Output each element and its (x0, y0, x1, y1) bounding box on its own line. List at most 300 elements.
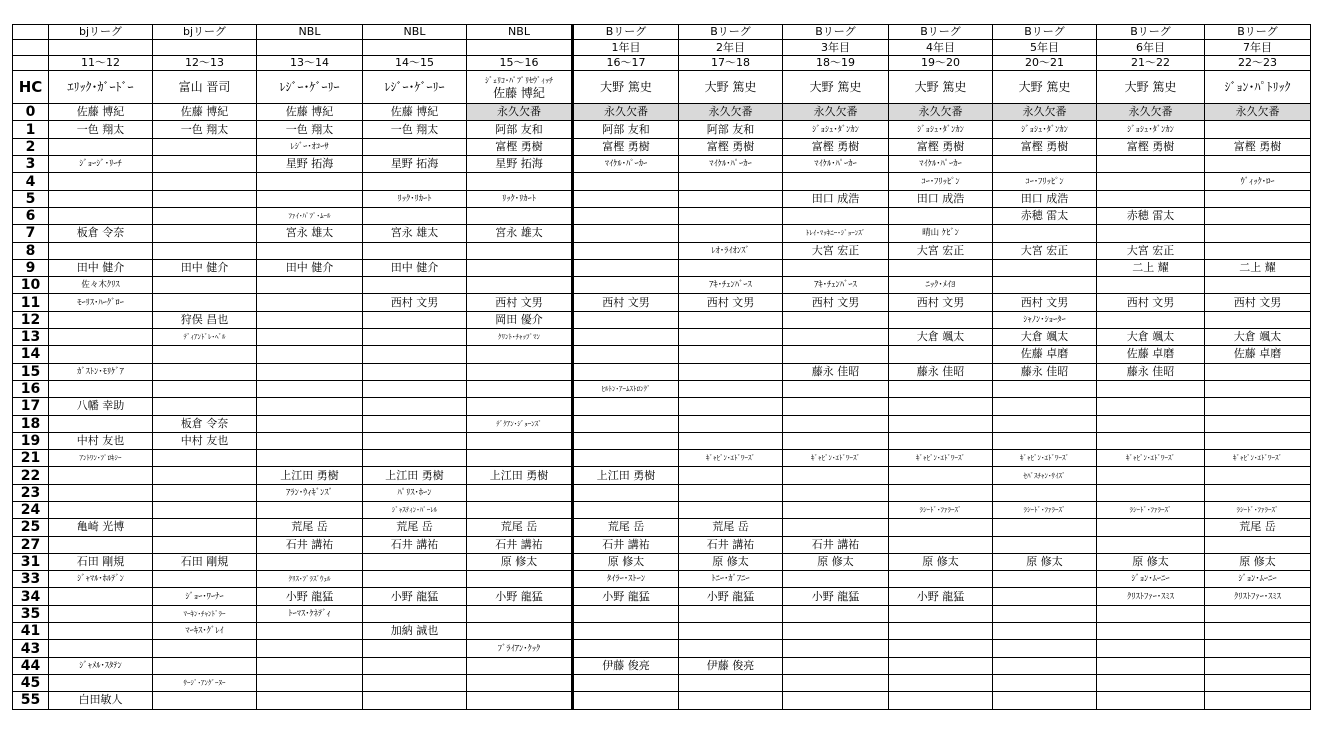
player-cell (1097, 173, 1205, 190)
player-cell: 田口 成浩 (889, 190, 993, 207)
player-cell: 小野 龍猛 (783, 588, 889, 605)
player-cell: ﾃﾞｸｱﾝ･ｼﾞｮｰﾝｽﾞ (467, 415, 573, 432)
player-cell (889, 415, 993, 432)
player-cell (363, 450, 467, 467)
player-cell: ｷﾞｬﾋﾞﾝ･ｴﾄﾞﾜｰｽﾞ (783, 450, 889, 467)
head-coach-cell: 大野 篤史 (679, 71, 783, 104)
season-year-cell: 5年目 (993, 40, 1097, 55)
player-cell (573, 623, 679, 640)
player-cell (257, 432, 363, 449)
player-cell: 亀崎 光博 (49, 519, 153, 536)
player-cell (573, 398, 679, 415)
jersey-number: 17 (13, 398, 49, 415)
player-cell (363, 553, 467, 570)
player-cell: 富樫 勇樹 (889, 138, 993, 155)
player-cell: ｷﾞｬﾋﾞﾝ･ｴﾄﾞﾜｰｽﾞ (1097, 450, 1205, 467)
jersey-number: 15 (13, 363, 49, 380)
player-cell (1205, 657, 1311, 674)
league-header-cell: Bリーグ (1205, 25, 1311, 40)
jersey-row (13, 242, 1311, 259)
season-year-cell: 6年目 (1097, 40, 1205, 55)
player-cell (993, 605, 1097, 622)
player-cell: ﾋﾙﾄﾝ･ｱｰﾑｽﾄﾛﾝｸﾞ (573, 380, 679, 397)
jersey-number: 55 (13, 692, 49, 709)
player-cell (1205, 277, 1311, 294)
season-year-cell: 4年目 (889, 40, 993, 55)
player-cell (1097, 519, 1205, 536)
corner-cell (13, 55, 49, 70)
jersey-number: 5 (13, 190, 49, 207)
player-cell (679, 225, 783, 242)
league-header-cell: Bリーグ (573, 25, 679, 40)
player-cell: ﾌｧｲ･ﾊﾟﾌﾟ･ﾑｰﾙ (257, 207, 363, 224)
player-cell (257, 398, 363, 415)
jersey-number: 14 (13, 346, 49, 363)
player-cell: 加納 誠也 (363, 623, 467, 640)
player-cell: 阿部 友和 (679, 121, 783, 138)
player-cell (467, 692, 573, 709)
player-cell: 西村 文男 (363, 294, 467, 311)
season-year-cell (363, 40, 467, 55)
jersey-number: 7 (13, 225, 49, 242)
player-cell: 原 修太 (1205, 553, 1311, 570)
player-cell (679, 311, 783, 328)
player-cell (363, 571, 467, 588)
retired-number-cell: 永久欠番 (467, 104, 573, 121)
player-cell (889, 380, 993, 397)
player-cell (363, 242, 467, 259)
player-cell: ﾗｼｰﾄﾞ･ﾌｧﾗｰｽﾞ (1205, 502, 1311, 519)
player-cell (49, 623, 153, 640)
player-cell: 石井 講祐 (573, 536, 679, 553)
head-coach-cell: 大野 篤史 (889, 71, 993, 104)
player-cell: ｼｬﾉﾝ･ｼｮｰﾀｰ (993, 311, 1097, 328)
head-coach-cell: ｴﾘｯｸ･ｶﾞｰﾄﾞｰ (49, 71, 153, 104)
player-cell: ｼﾞｮﾝ･ﾑｰﾆｰ (1097, 571, 1205, 588)
player-cell (257, 450, 363, 467)
season-year-cell: 1年目 (573, 40, 679, 55)
player-cell (1205, 398, 1311, 415)
player-cell: 石田 剛規 (49, 553, 153, 570)
season-cell: 17～18 (679, 55, 783, 70)
player-cell (49, 207, 153, 224)
player-cell (679, 380, 783, 397)
player-cell: 西村 文男 (1097, 294, 1205, 311)
player-cell (257, 242, 363, 259)
player-cell (783, 519, 889, 536)
player-cell: 大宮 宏正 (783, 242, 889, 259)
player-cell (363, 329, 467, 346)
player-cell: 西村 文男 (467, 294, 573, 311)
player-cell: 小野 龍猛 (889, 588, 993, 605)
player-cell: ｼﾞｮｼｭ･ﾀﾞﾝｶﾝ (889, 121, 993, 138)
player-cell (257, 640, 363, 657)
player-cell (467, 432, 573, 449)
player-cell: 一色 翔太 (153, 121, 257, 138)
jersey-row (13, 398, 1311, 415)
retired-number-cell: 永久欠番 (1205, 104, 1311, 121)
player-cell (573, 346, 679, 363)
head-coach-cell: 大野 篤史 (1097, 71, 1205, 104)
head-coach-cell: 富山 晋司 (153, 71, 257, 104)
player-cell: 原 修太 (573, 553, 679, 570)
jersey-number: 34 (13, 588, 49, 605)
player-cell: ﾄﾚｲ･ﾏｯｷﾆｰ･ｼﾞｮｰﾝｽﾞ (783, 225, 889, 242)
player-cell (1097, 398, 1205, 415)
season-cell: 22～23 (1205, 55, 1311, 70)
player-cell: ﾀｲﾗｰ･ｽﾄｰﾝ (573, 571, 679, 588)
player-cell: 富樫 勇樹 (993, 138, 1097, 155)
player-cell: 二上 耀 (1205, 259, 1311, 276)
player-cell: ﾏｲｹﾙ･ﾊﾟｰｶｰ (679, 156, 783, 173)
jersey-row (13, 450, 1311, 467)
jersey-number: 45 (13, 674, 49, 691)
player-cell: 晴山 ｹﾋﾞﾝ (889, 225, 993, 242)
head-coach-name: 佐藤 博紀 (493, 85, 545, 100)
player-cell: ｾﾊﾞｽﾁｬﾝ･ｻｲｽﾞ (993, 467, 1097, 484)
player-cell: 西村 文男 (783, 294, 889, 311)
player-cell (679, 259, 783, 276)
player-cell (1097, 225, 1205, 242)
player-cell: 原 修太 (1097, 553, 1205, 570)
player-cell (153, 519, 257, 536)
player-cell: ｼﾞｮｼｭ･ﾀﾞﾝｶﾝ (783, 121, 889, 138)
player-cell (1097, 484, 1205, 501)
player-cell: 阿部 友和 (573, 121, 679, 138)
player-cell (889, 605, 993, 622)
player-cell: ｻｰｼﾞ･ｱﾝｸﾞｰﾇｰ (153, 674, 257, 691)
player-cell: 佐藤 卓磨 (1097, 346, 1205, 363)
player-cell (573, 450, 679, 467)
player-cell: ﾘｯｸ･ﾘｶｰﾄ (363, 190, 467, 207)
jersey-number: 6 (13, 207, 49, 224)
player-cell: ﾊﾟﾘｽ･ﾎｰﾝ (363, 484, 467, 501)
player-cell: 佐藤 博紀 (49, 104, 153, 121)
jersey-number: 1 (13, 121, 49, 138)
player-cell (363, 138, 467, 155)
player-cell (679, 605, 783, 622)
jersey-number: 8 (13, 242, 49, 259)
season-year-cell (153, 40, 257, 55)
player-cell (993, 432, 1097, 449)
player-cell: ﾌﾞﾗｲｱﾝ･ｸｯｸ (467, 640, 573, 657)
player-cell (49, 536, 153, 553)
player-cell (1097, 190, 1205, 207)
player-cell (573, 311, 679, 328)
player-cell: ﾆｯｸ･ﾒｲﾖ (889, 277, 993, 294)
player-cell: 富樫 勇樹 (783, 138, 889, 155)
jersey-row (13, 553, 1311, 570)
jersey-row (13, 138, 1311, 155)
player-cell: 宮永 雄太 (257, 225, 363, 242)
player-cell (573, 329, 679, 346)
player-cell (257, 553, 363, 570)
player-cell (363, 605, 467, 622)
jersey-number: 11 (13, 294, 49, 311)
player-cell: ｼﾞｮｼｭ･ﾀﾞﾝｶﾝ (1097, 121, 1205, 138)
player-cell: 富樫 勇樹 (679, 138, 783, 155)
player-cell: ｼﾞｬｽﾃｨﾝ･ﾊﾟｰﾚﾙ (363, 502, 467, 519)
player-cell: ｳﾞｨｯｸ･ﾛｰ (1205, 173, 1311, 190)
player-cell (49, 190, 153, 207)
player-cell (783, 571, 889, 588)
player-cell: 石井 講祐 (257, 536, 363, 553)
player-cell (363, 674, 467, 691)
jersey-number: 12 (13, 311, 49, 328)
jersey-row (13, 467, 1311, 484)
jersey-row (13, 692, 1311, 709)
jersey-number: 2 (13, 138, 49, 155)
player-cell: 西村 文男 (573, 294, 679, 311)
player-cell (783, 640, 889, 657)
player-cell (993, 674, 1097, 691)
player-cell (1205, 121, 1311, 138)
player-cell (49, 346, 153, 363)
player-cell (573, 190, 679, 207)
jersey-number: 10 (13, 277, 49, 294)
player-cell: ﾄｰﾏｽ･ｹﾈﾃﾞｨ (257, 605, 363, 622)
player-cell (153, 294, 257, 311)
player-cell: 西村 文男 (889, 294, 993, 311)
player-cell (1097, 467, 1205, 484)
player-cell: 石田 剛規 (153, 553, 257, 570)
player-cell (49, 605, 153, 622)
player-cell (467, 674, 573, 691)
jersey-number: 33 (13, 571, 49, 588)
player-cell: ｸﾘｽﾄﾌｧｰ･ｽﾐｽ (1097, 588, 1205, 605)
league-header-cell: Bリーグ (679, 25, 783, 40)
player-cell (257, 363, 363, 380)
player-cell (573, 259, 679, 276)
player-cell (1205, 225, 1311, 242)
player-cell: 西村 文男 (993, 294, 1097, 311)
player-cell (49, 138, 153, 155)
player-cell: 上江田 勇樹 (363, 467, 467, 484)
corner-cell (13, 25, 49, 40)
player-cell (573, 415, 679, 432)
player-cell: ﾚｼﾞｰ･ｵｺｰｻ (257, 138, 363, 155)
player-cell (153, 242, 257, 259)
roster-body (13, 25, 1311, 710)
jersey-number: 13 (13, 329, 49, 346)
player-cell (467, 346, 573, 363)
player-cell: ｷﾞｬﾋﾞﾝ･ｴﾄﾞﾜｰｽﾞ (679, 450, 783, 467)
player-cell (783, 259, 889, 276)
player-cell: 赤穂 雷太 (1097, 207, 1205, 224)
player-cell: 田中 健介 (257, 259, 363, 276)
player-cell: 白田敏人 (49, 692, 153, 709)
player-cell (1205, 363, 1311, 380)
player-cell (889, 674, 993, 691)
player-cell (1205, 415, 1311, 432)
player-cell (153, 398, 257, 415)
player-cell (679, 398, 783, 415)
player-cell (783, 605, 889, 622)
player-cell (257, 674, 363, 691)
player-cell (889, 692, 993, 709)
player-cell (1205, 674, 1311, 691)
retired-number-cell: 永久欠番 (1097, 104, 1205, 121)
player-cell (573, 173, 679, 190)
player-cell: 田中 健介 (153, 259, 257, 276)
head-coach-cell: 大野 篤史 (993, 71, 1097, 104)
player-cell (1097, 156, 1205, 173)
player-cell: ｼﾞｮｰｼﾞ･ﾘｰﾁ (49, 156, 153, 173)
player-cell: 田口 成浩 (783, 190, 889, 207)
jersey-row (13, 571, 1311, 588)
player-cell (573, 363, 679, 380)
season-cell: 12～13 (153, 55, 257, 70)
player-cell: 大宮 宏正 (993, 242, 1097, 259)
player-cell: 田中 健介 (49, 259, 153, 276)
jersey-row (13, 484, 1311, 501)
jersey-number: 27 (13, 536, 49, 553)
player-cell: 一色 翔太 (49, 121, 153, 138)
player-cell (783, 467, 889, 484)
player-cell (153, 502, 257, 519)
player-cell: ﾏｰｷｽ･ｸﾞﾚｲ (153, 623, 257, 640)
player-cell: 原 修太 (993, 553, 1097, 570)
player-cell (783, 432, 889, 449)
player-cell (153, 346, 257, 363)
player-cell: 中村 友也 (49, 432, 153, 449)
player-cell (993, 536, 1097, 553)
player-cell (679, 674, 783, 691)
player-cell (993, 259, 1097, 276)
player-cell: 一色 翔太 (257, 121, 363, 138)
jersey-number: 0 (13, 104, 49, 121)
player-cell (153, 156, 257, 173)
player-cell (467, 484, 573, 501)
player-cell (783, 346, 889, 363)
player-cell (1097, 640, 1205, 657)
jersey-number: 43 (13, 640, 49, 657)
player-cell (573, 605, 679, 622)
player-cell (363, 311, 467, 328)
player-cell: ｷﾞｬﾋﾞﾝ･ｴﾄﾞﾜｰｽﾞ (993, 450, 1097, 467)
jersey-row (13, 502, 1311, 519)
player-cell: 星野 拓海 (257, 156, 363, 173)
retired-number-cell: 永久欠番 (573, 104, 679, 121)
player-cell: 佐藤 博紀 (153, 104, 257, 121)
player-cell (1097, 415, 1205, 432)
player-cell (49, 640, 153, 657)
player-cell: 佐々木ｸﾘｽ (49, 277, 153, 294)
jersey-row (13, 380, 1311, 397)
player-cell (993, 640, 1097, 657)
player-cell (257, 294, 363, 311)
player-cell (1205, 484, 1311, 501)
head-coach-cell: ｼﾞｮﾝ･ﾊﾟﾄﾘｯｸ (1205, 71, 1311, 104)
jersey-number: 19 (13, 432, 49, 449)
player-cell (153, 692, 257, 709)
player-cell (363, 692, 467, 709)
player-cell (783, 484, 889, 501)
player-cell (889, 571, 993, 588)
player-cell (363, 173, 467, 190)
player-cell: 大倉 颯太 (889, 329, 993, 346)
player-cell (257, 415, 363, 432)
player-cell (363, 207, 467, 224)
player-cell: 富樫 勇樹 (1097, 138, 1205, 155)
player-cell (783, 623, 889, 640)
player-cell: 小野 龍猛 (679, 588, 783, 605)
player-cell (467, 657, 573, 674)
league-header-cell: Bリーグ (783, 25, 889, 40)
player-cell (679, 432, 783, 449)
retired-number-cell: 永久欠番 (889, 104, 993, 121)
player-cell (257, 277, 363, 294)
player-cell (467, 259, 573, 276)
player-cell (993, 225, 1097, 242)
player-cell (679, 502, 783, 519)
player-cell (889, 311, 993, 328)
player-cell: ﾘｯｸ･ﾘｶｰﾄ (467, 190, 573, 207)
player-cell: ｸﾘﾝﾄ･ﾁｬｯﾌﾟﾏﾝ (467, 329, 573, 346)
jersey-number: 24 (13, 502, 49, 519)
player-cell: 阿部 友和 (467, 121, 573, 138)
player-cell (573, 225, 679, 242)
player-cell (679, 329, 783, 346)
jersey-row (13, 415, 1311, 432)
player-cell (783, 207, 889, 224)
player-cell (1205, 623, 1311, 640)
player-cell (467, 242, 573, 259)
player-cell (467, 450, 573, 467)
player-cell: ﾄﾆｰ･ｶﾞﾌﾆｰ (679, 571, 783, 588)
player-cell: 藤永 佳昭 (1097, 363, 1205, 380)
player-cell: ﾗｼｰﾄﾞ･ﾌｧﾗｰｽﾞ (889, 502, 993, 519)
jersey-row (13, 657, 1311, 674)
player-cell: ｺｰ･ﾌﾘｯﾋﾟﾝ (889, 173, 993, 190)
player-cell (1097, 674, 1205, 691)
player-cell (153, 467, 257, 484)
jersey-row (13, 640, 1311, 657)
head-coach-cell (467, 71, 573, 104)
jersey-row (13, 346, 1311, 363)
player-cell (363, 277, 467, 294)
player-cell: 板倉 令奈 (49, 225, 153, 242)
player-cell (467, 398, 573, 415)
player-cell: 上江田 勇樹 (573, 467, 679, 484)
season-year-cell: 7年目 (1205, 40, 1311, 55)
seasons-row (13, 55, 1311, 70)
player-cell (993, 277, 1097, 294)
player-cell: 宮永 雄太 (467, 225, 573, 242)
player-cell (257, 346, 363, 363)
season-cell: 11～12 (49, 55, 153, 70)
season-cell: 16～17 (573, 55, 679, 70)
player-cell: 大倉 颯太 (1097, 329, 1205, 346)
season-cell: 18～19 (783, 55, 889, 70)
player-cell (573, 207, 679, 224)
head-coach-cell: ﾚｼﾞｰ･ｹﾞｰﾘｰ (363, 71, 467, 104)
player-cell (679, 640, 783, 657)
player-cell (783, 692, 889, 709)
player-cell: ｼﾞｬﾏﾙ･ﾎﾙﾃﾞﾝ (49, 571, 153, 588)
player-cell: 西村 文男 (679, 294, 783, 311)
player-cell: 佐藤 博紀 (363, 104, 467, 121)
player-cell: 小野 龍猛 (257, 588, 363, 605)
player-cell: 石井 講祐 (363, 536, 467, 553)
player-cell (467, 380, 573, 397)
player-cell (49, 415, 153, 432)
jersey-row (13, 121, 1311, 138)
player-cell (467, 207, 573, 224)
player-cell: ｼﾞｮｰ･ﾜｰﾅｰ (153, 588, 257, 605)
player-cell: 狩俣 昌也 (153, 311, 257, 328)
player-cell (1205, 640, 1311, 657)
